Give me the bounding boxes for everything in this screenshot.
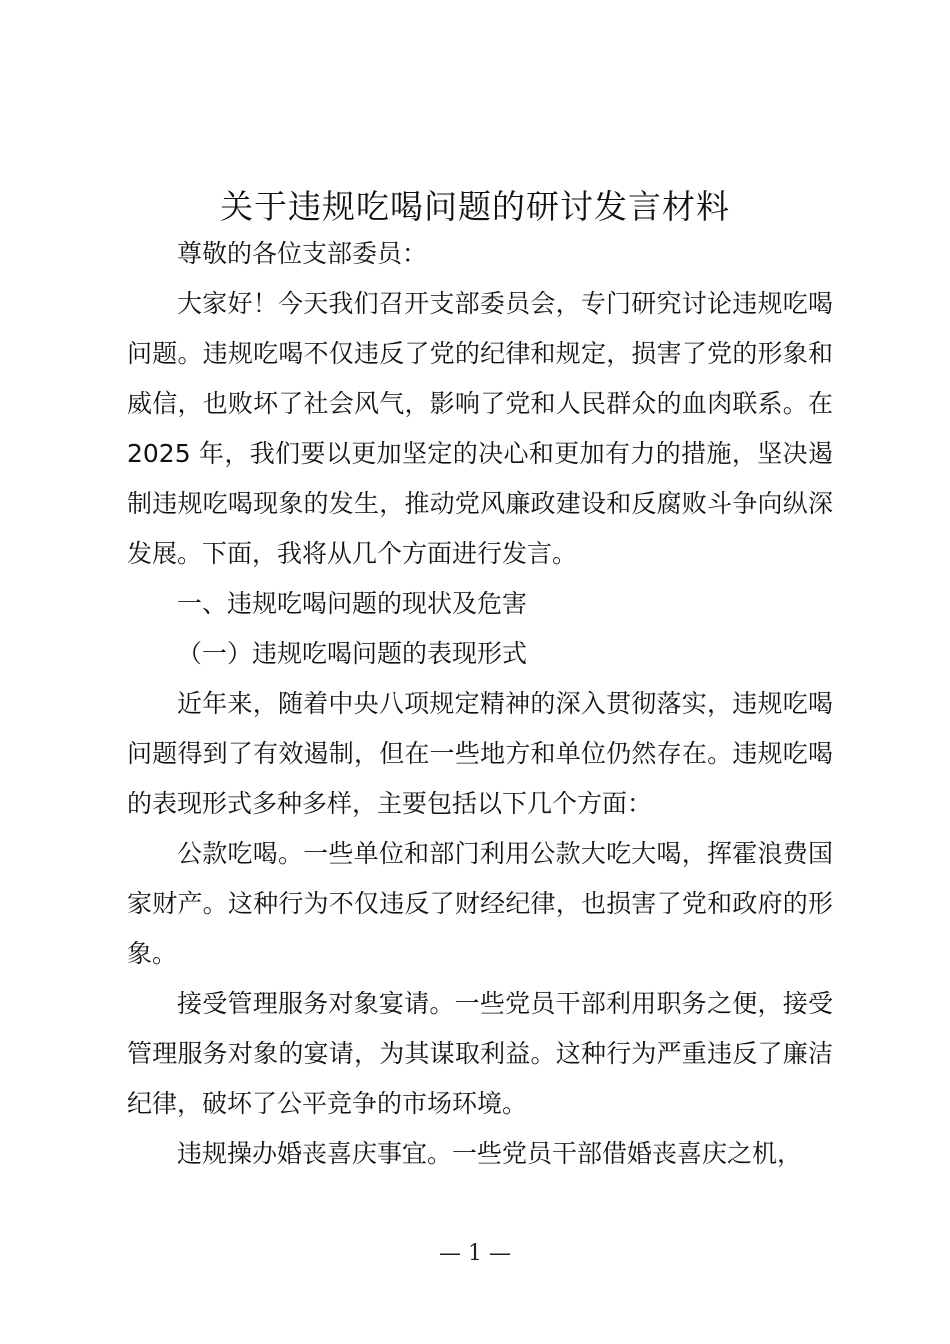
body-paragraph-ceremonies: 违规操办婚丧喜庆事宜。一些党员干部借婚丧喜庆之机， bbox=[177, 1139, 803, 1168]
page-number: — 1 — bbox=[439, 1241, 511, 1266]
body-paragraph-public-funds: 公款吃喝。一些单位和部门利用公款大吃大喝，挥霍浪费国家财产。这种行为不仅违反了财经纪律，也损害了党和政府的形象。 bbox=[127, 839, 833, 968]
body-paragraph-overview: 近年来，随着中央八项规定精神的深入贯彻落实，违规吃喝问题得到了有效遏制，但在一些地方和单位仍然存在。违规吃喝的表现形式多种多样，主要包括以下几个方面： bbox=[127, 689, 833, 818]
section-heading-1: 一、违规吃喝问题的现状及危害 bbox=[177, 589, 528, 618]
document-title: 关于违规吃喝问题的研讨发言材料 bbox=[220, 187, 730, 226]
salutation-paragraph: 尊敬的各位支部委员： bbox=[177, 239, 428, 268]
subsection-heading-1: （一）违规吃喝问题的表现形式 bbox=[177, 639, 528, 668]
body-paragraph-banquets: 接受管理服务对象宴请。一些党员干部利用职务之便，接受管理服务对象的宴请，为其谋取利益。这种行为严重违反了廉洁纪律，破坏了公平竞争的市场环境。 bbox=[127, 989, 833, 1118]
intro-paragraph: 大家好！今天我们召开支部委员会，专门研究讨论违规吃喝问题。违规吃喝不仅违反了党的纪律和规定，损害了党的形象和威信，也败坏了社会风气，影响了党和人民群众的血肉联系。在 2025 年，我们要以更加坚定的决心和更加有力的措施，坚决遏制违规吃喝现象的发生，推动党风廉政建设和反腐败斗争向纵深发展。下面，我将从几个方面进行发言。 bbox=[127, 289, 833, 568]
document-body bbox=[127, 229, 833, 1179]
